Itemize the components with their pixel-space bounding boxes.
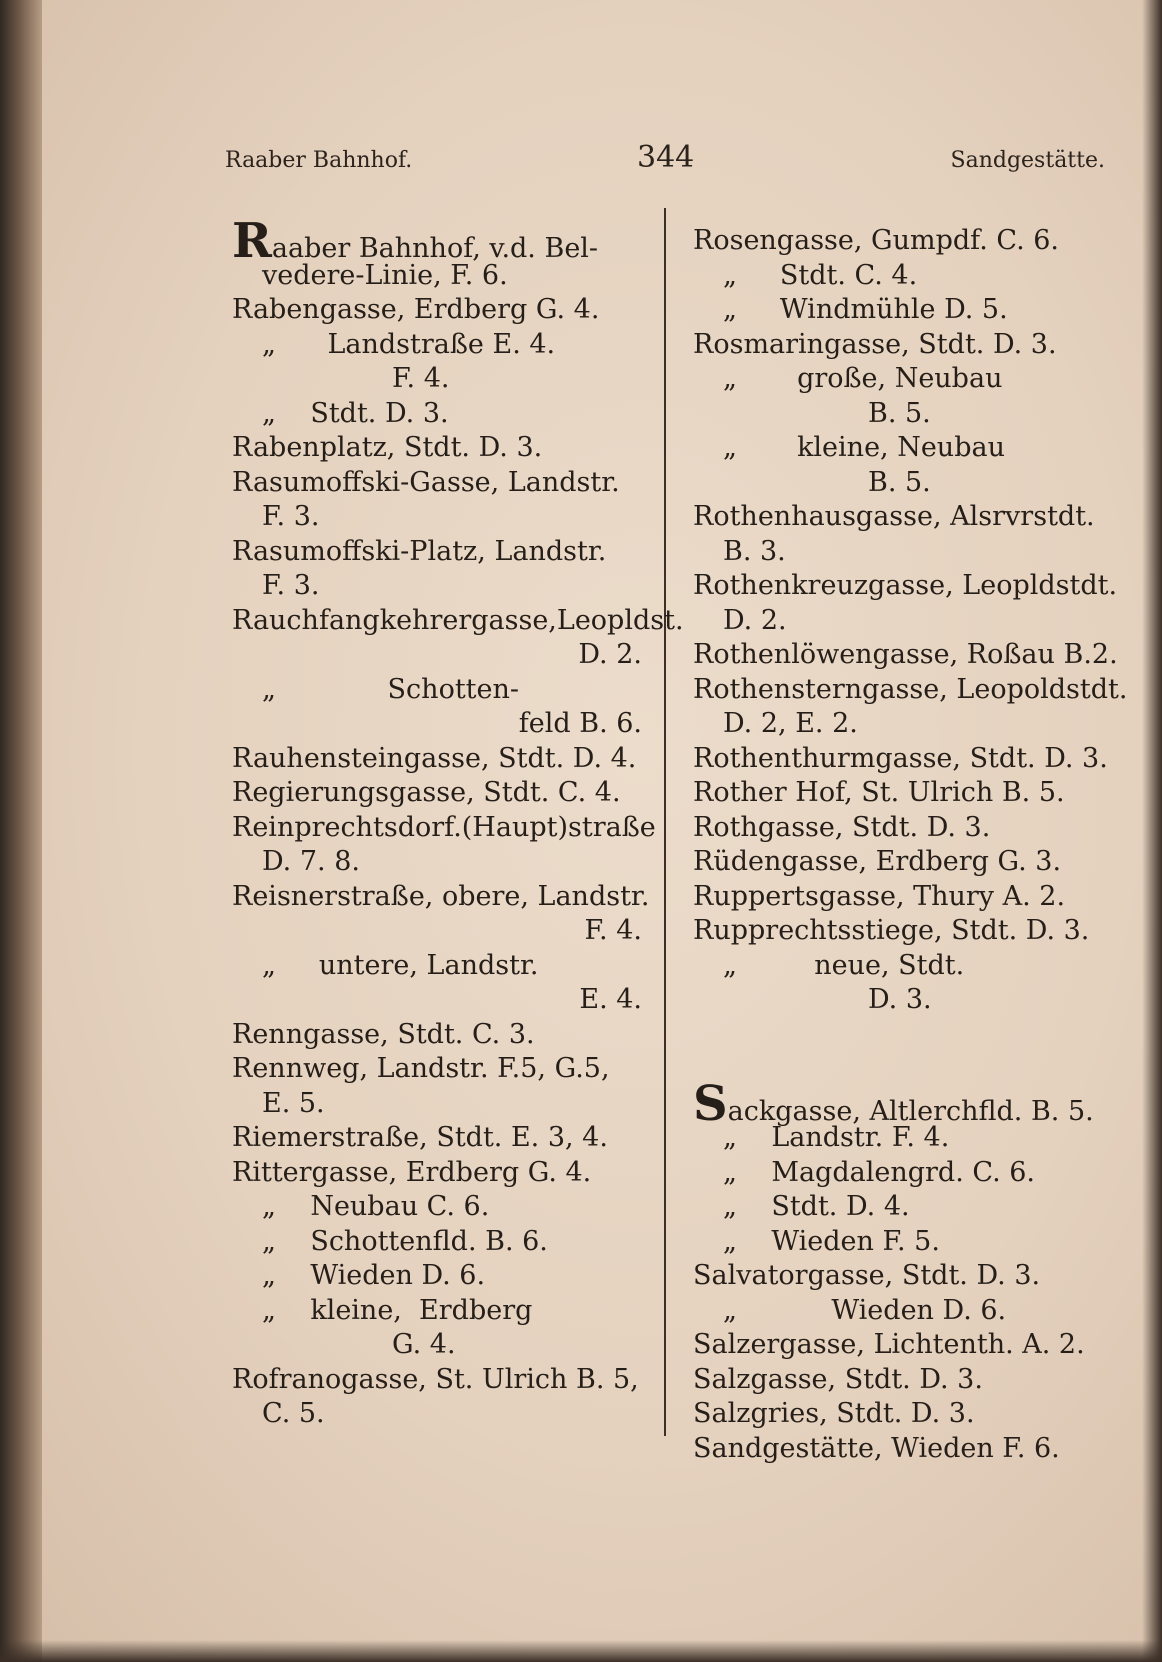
entry-line bbox=[232, 328, 642, 363]
entry-line bbox=[232, 293, 642, 328]
entry-text: G. 4. bbox=[392, 1329, 456, 1360]
entry-line bbox=[232, 880, 650, 915]
entry-line bbox=[232, 1190, 642, 1225]
entry-text: D. 2, E. 2. bbox=[723, 708, 858, 739]
entry-line bbox=[232, 535, 642, 570]
initial-letter: R bbox=[232, 213, 272, 269]
entry-text: „ Wieden D. 6. bbox=[723, 1294, 1007, 1326]
entry-text: Rasumoffski-Gasse, Landstr. bbox=[232, 466, 620, 498]
entry-text: D. 2. bbox=[723, 604, 787, 636]
page-edge-bottom bbox=[0, 1640, 1162, 1662]
entry-text: Rupprechtsstiege, Stdt. D. 3. bbox=[693, 915, 1090, 946]
entry-line bbox=[232, 397, 642, 432]
column-divider bbox=[664, 208, 666, 1436]
entry-text: C. 5. bbox=[262, 1398, 325, 1429]
entry-text: Rabengasse, Erdberg G. 4. bbox=[232, 294, 600, 325]
entry-line bbox=[693, 1363, 1113, 1398]
entry-line bbox=[232, 1363, 642, 1398]
entry-line bbox=[232, 776, 642, 811]
entry-text: Renngasse, Stdt. C. 3. bbox=[232, 1018, 535, 1050]
entry-line bbox=[232, 259, 642, 294]
page-edge-right bbox=[1142, 0, 1162, 1662]
entry-text: B. 5. bbox=[868, 397, 931, 429]
entry-line bbox=[693, 949, 1113, 984]
entry-line bbox=[693, 224, 1113, 259]
entry-text: „ Landstr. F. 4. bbox=[723, 1122, 950, 1153]
entry-line bbox=[693, 328, 1113, 363]
header-left-catchword: Raaber Bahnhof. bbox=[225, 148, 413, 173]
entry-line bbox=[232, 1087, 642, 1122]
entry-line bbox=[693, 1259, 1113, 1294]
entry-text: Rabenplatz, Stdt. D. 3. bbox=[232, 432, 543, 463]
entry-text: Rothenlöwengasse, Roßau B.2. bbox=[693, 639, 1118, 670]
entry-text: „ Stdt. C. 4. bbox=[723, 259, 918, 291]
entry-text: „ untere, Landstr. bbox=[262, 949, 539, 981]
entry-line bbox=[693, 1328, 1113, 1363]
entry-line bbox=[693, 1121, 1113, 1156]
entry-line bbox=[693, 535, 1113, 570]
entry-line bbox=[232, 707, 642, 742]
entry-text: Salzgries, Stdt. D. 3. bbox=[693, 1398, 975, 1429]
entry-line bbox=[693, 880, 1113, 915]
entry-line bbox=[232, 983, 642, 1018]
entry-line bbox=[693, 1190, 1113, 1225]
entry-line bbox=[232, 1156, 642, 1191]
entry-text: D. 7. 8. bbox=[262, 846, 360, 877]
entry-text: Rothenhausgasse, Alsrvrstdt. bbox=[693, 501, 1095, 532]
entry-line bbox=[232, 1018, 642, 1053]
entry-text: Riemerstraße, Stdt. E. 3, 4. bbox=[232, 1122, 608, 1153]
entry-text: Rothenkreuzgasse, Leopldstdt. bbox=[693, 570, 1118, 601]
entry-text: Ruppertsgasse, Thury A. 2. bbox=[693, 880, 1066, 912]
entry-text: „ Stdt. D. 4. bbox=[723, 1191, 910, 1222]
entry-line bbox=[693, 1075, 1113, 1132]
entry-text: Salzergasse, Lichtenth. A. 2. bbox=[693, 1329, 1085, 1360]
entry-line bbox=[693, 742, 1113, 777]
entry-line bbox=[693, 914, 1113, 949]
entry-line bbox=[232, 1121, 642, 1156]
entry-line bbox=[693, 500, 1113, 535]
entry-text: Rothensterngasse, Leopoldstdt. bbox=[693, 673, 1128, 705]
entry-line bbox=[232, 213, 642, 269]
entry-text: Rennweg, Landstr. F.5, G.5, bbox=[232, 1053, 610, 1084]
entry-text: „ Magdalengrd. C. 6. bbox=[723, 1156, 1035, 1188]
running-header bbox=[225, 140, 1105, 180]
page-number: 344 bbox=[637, 140, 695, 175]
entry-text: „ große, Neubau bbox=[723, 363, 1003, 394]
entry-text: Rittergasse, Erdberg G. 4. bbox=[232, 1156, 592, 1188]
entry-text: vedere-Linie, F. 6. bbox=[262, 259, 508, 291]
entry-text: Rosengasse, Gumpdf. C. 6. bbox=[693, 225, 1059, 256]
entry-line bbox=[232, 431, 642, 466]
entry-text: „ Schottenfld. B. 6. bbox=[262, 1225, 548, 1257]
entry-text: aaber Bahnhof, v.d. Bel- bbox=[271, 233, 599, 264]
entry-line bbox=[232, 569, 642, 604]
entry-text: D. 3. bbox=[868, 984, 932, 1015]
entry-text: Rauchfangkehrergasse,Leopldst. bbox=[232, 604, 684, 636]
entry-line bbox=[232, 1294, 642, 1329]
entry-text: „ kleine, Neubau bbox=[723, 432, 1005, 463]
entry-line bbox=[693, 707, 1113, 742]
initial-letter: S bbox=[693, 1075, 728, 1132]
entry-line bbox=[693, 431, 1113, 466]
entry-text: „ Wieden D. 6. bbox=[262, 1260, 486, 1291]
book-spine-shadow bbox=[0, 0, 42, 1662]
entry-line bbox=[693, 1432, 1113, 1467]
entry-text: E. 5. bbox=[262, 1087, 325, 1119]
entry-line bbox=[232, 1397, 642, 1432]
entry-line bbox=[232, 362, 642, 397]
entry-line bbox=[232, 638, 642, 673]
entry-line bbox=[693, 776, 1113, 811]
entry-text: Rofranogasse, St. Ulrich B. 5, bbox=[232, 1363, 639, 1395]
entry-text: „ Windmühle D. 5. bbox=[723, 294, 1008, 325]
entry-text: F. 3. bbox=[262, 570, 320, 601]
entry-text: feld B. 6. bbox=[518, 708, 642, 739]
entry-text: Rother Hof, St. Ulrich B. 5. bbox=[693, 777, 1065, 808]
section-gap bbox=[693, 1018, 1113, 1087]
entry-text: „ kleine, Erdberg bbox=[262, 1294, 533, 1326]
entry-text: F. 4. bbox=[392, 363, 450, 394]
entry-text: „ Landstraße E. 4. bbox=[262, 328, 556, 360]
entry-text: Rauhensteingasse, Stdt. D. 4. bbox=[232, 742, 637, 774]
entry-text: Salvatorgasse, Stdt. D. 3. bbox=[693, 1260, 1041, 1291]
entry-line bbox=[693, 397, 1113, 432]
entry-line bbox=[232, 1052, 642, 1087]
entry-text: Rosmaringasse, Stdt. D. 3. bbox=[693, 328, 1057, 360]
entry-line bbox=[693, 1294, 1113, 1329]
entry-text: „ Schotten- bbox=[262, 673, 520, 705]
entry-line bbox=[232, 604, 684, 639]
entry-line bbox=[693, 466, 1113, 501]
entry-line bbox=[232, 673, 642, 708]
entry-text: D. 2. bbox=[578, 639, 642, 670]
entry-line bbox=[232, 811, 656, 846]
left-column bbox=[232, 213, 684, 1432]
entry-line bbox=[693, 259, 1113, 294]
entry-line bbox=[693, 1225, 1113, 1260]
entry-text: Regierungsgasse, Stdt. C. 4. bbox=[232, 777, 621, 808]
entry-line bbox=[232, 914, 642, 949]
entry-line bbox=[693, 1397, 1113, 1432]
entry-line bbox=[693, 983, 1113, 1018]
entry-text: „ Wieden F. 5. bbox=[723, 1225, 940, 1257]
entry-text: B. 5. bbox=[868, 466, 931, 498]
entry-text: Reisnerstraße, obere, Landstr. bbox=[232, 880, 650, 912]
entry-text: Salzgasse, Stdt. D. 3. bbox=[693, 1363, 983, 1395]
entry-line bbox=[232, 845, 642, 880]
entry-text: B. 3. bbox=[723, 535, 786, 567]
entry-text: „ Stdt. D. 3. bbox=[262, 397, 449, 429]
entry-line bbox=[693, 673, 1128, 708]
entry-line bbox=[232, 1328, 642, 1363]
entry-line bbox=[693, 811, 1113, 846]
entry-line bbox=[693, 604, 1113, 639]
entry-text: Rasumoffski-Platz, Landstr. bbox=[232, 535, 607, 567]
entry-text: F. 4. bbox=[584, 915, 642, 946]
entry-line bbox=[232, 1259, 642, 1294]
entry-text: „ neue, Stdt. bbox=[723, 949, 965, 981]
entry-line bbox=[693, 569, 1118, 604]
entry-line bbox=[693, 845, 1113, 880]
entry-line bbox=[693, 293, 1113, 328]
entry-text: ackgasse, Altlerchfld. B. 5. bbox=[727, 1095, 1094, 1127]
entry-line bbox=[232, 742, 642, 777]
entry-text: „ Neubau C. 6. bbox=[262, 1191, 490, 1222]
entry-text: E. 4. bbox=[579, 984, 642, 1015]
entry-text: Rothenthurmgasse, Stdt. D. 3. bbox=[693, 742, 1108, 774]
entry-text: Reinprechtsdorf.(Haupt)straße bbox=[232, 811, 656, 843]
entry-line bbox=[232, 1225, 642, 1260]
entry-line bbox=[693, 362, 1113, 397]
entry-line bbox=[693, 1156, 1113, 1191]
right-column bbox=[693, 224, 1128, 1466]
entry-text: Rothgasse, Stdt. D. 3. bbox=[693, 811, 991, 843]
entry-text: Rüdengasse, Erdberg G. 3. bbox=[693, 846, 1062, 877]
entry-text: Sandgestätte, Wieden F. 6. bbox=[693, 1432, 1060, 1464]
header-right-catchword: Sandgestätte. bbox=[950, 148, 1105, 173]
entry-text: F. 3. bbox=[262, 501, 320, 532]
entry-line bbox=[232, 500, 642, 535]
entry-line bbox=[232, 949, 642, 984]
entry-line bbox=[693, 638, 1118, 673]
entry-line bbox=[232, 466, 642, 501]
